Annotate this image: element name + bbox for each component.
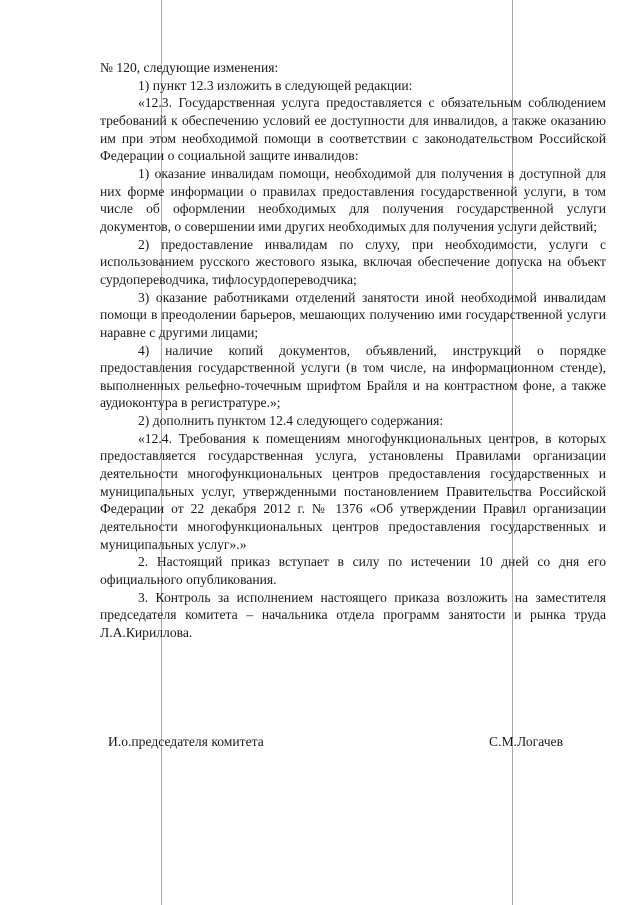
paragraph-subitem-1: 1) оказание инвалидам помощи, необходимой для получения в доступной для них форме информации о правилах предоставления государственной услуги, в том числе об оформлении необходимых для получения государственной услуги документов, о совершении ими других необходимых для получения услуги действий; xyxy=(100,165,606,234)
paragraph-item-2: 2) дополнить пунктом 12.4 следующего содержания: xyxy=(138,413,444,429)
paragraph-clause-12-3: «12.3. Государственная услуга предоставляется с обязательным соблюдением требований к обеспечению условий ее доступности для инвалидов, а также оказанию им при этом необходимой помощи в соответствии с законодательством Российской Федерации о социальной защите инвалидов: xyxy=(100,95,606,164)
paragraph-subitem-3: 3) оказание работниками отделений занятости иной необходимой инвалидам помощи в преодолении барьеров, мешающих получению ими государственной услуги наравне с другими лицами; xyxy=(100,289,606,340)
paragraph-subitem-4: 4) наличие копий документов, объявлений, инструкций о порядке предоставления государственной услуги (в том числе, на информационном стенде), выполненных рельефно-точечным шрифтом Брайля и на контрастном фоне, а также аудиоконтура в регистратуре.»; xyxy=(100,342,606,411)
document-body xyxy=(100,59,606,642)
paragraph-item-1: 1) пункт 12.3 изложить в следующей редакции: xyxy=(138,77,413,93)
paragraph-subitem-2: 2) предоставление инвалидам по слуху, при необходимости, услуги с использованием русского жестового языка, включая обеспечение допуска на объект сурдопереводчика, тифлосурдопереводчика; xyxy=(100,236,606,287)
paragraph-point-3: 3. Контроль за исполнением настоящего приказа возложить на заместителя председателя комитета – начальника отдела программ занятости и рынка труда Л.А.Кириллова. xyxy=(100,589,606,640)
signature-position: И.о.председателя комитета xyxy=(108,734,264,749)
signature-name: С.М.Логачев xyxy=(489,734,563,749)
paragraph-intro: № 120, следующие изменения: xyxy=(100,60,279,75)
paragraph-clause-12-4: «12.4. Требования к помещениям многофункциональных центров, в которых предоставляется государственная услуга, установлены Правилами организации деятельности многофункциональных центров предоставления государственных и муниципальных услуг, утвержденными постановлением Правительства Российской Федерации от 22 декабря 2012 г. № 1376 «Об утверждении Правил организации деятельности многофункциональных центров предоставления государственных и муниципальных услуг».» xyxy=(100,430,606,552)
paragraph-point-2: 2. Настоящий приказ вступает в силу по истечении 10 дней со дня его официального опубликования. xyxy=(100,554,606,588)
